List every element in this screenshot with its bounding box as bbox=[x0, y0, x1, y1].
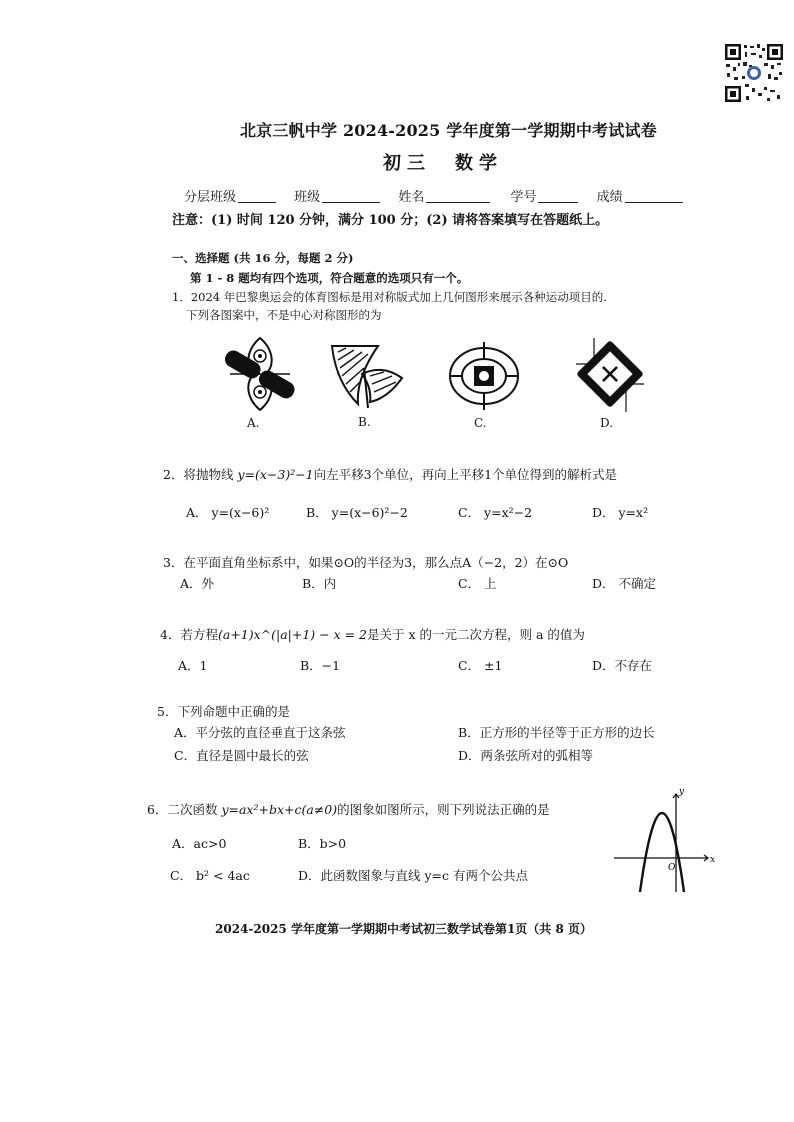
page-footer: 2024-2025 学年度第一学期期中考试初三数学试卷第1页（共 8 页） bbox=[215, 922, 593, 936]
q2-option-c: C． y=x²−2 bbox=[458, 505, 533, 520]
exam-notice: 注意：(1) 时间 120 分钟，满分 100 分；(2) 请将答案填写在答题纸上。 bbox=[172, 213, 609, 228]
q6-stem bbox=[147, 800, 550, 818]
q6-option-b: B．b>0 bbox=[298, 836, 347, 851]
q2-stem bbox=[163, 465, 617, 483]
exam-title: 北京三帆中学 2024-2025 学年度第一学期期中考试试卷 bbox=[240, 121, 657, 140]
field-label-score: 成绩 bbox=[596, 190, 623, 205]
q3-option-c: C． 上 bbox=[458, 576, 497, 591]
q1-figure-c bbox=[446, 338, 522, 414]
field-blank-score[interactable] bbox=[625, 190, 683, 203]
q2-stem-post: 向左平移3个单位，再向上平移1个单位得到的解析式是 bbox=[313, 467, 618, 482]
q6-y-label: y bbox=[679, 787, 685, 797]
q2-option-a: A． y=(x−6)² bbox=[186, 505, 270, 520]
q4-option-b: B．−1 bbox=[300, 658, 341, 673]
q1-label-c: C. bbox=[474, 416, 487, 430]
q1-label-b: B. bbox=[358, 415, 371, 429]
q2-option-d: D． y=x² bbox=[592, 505, 649, 520]
exam-subtitle: 初三 数学 bbox=[383, 153, 503, 174]
q1-label-d: D. bbox=[600, 416, 614, 430]
q1-figure-b bbox=[326, 338, 406, 410]
field-label-student-id: 学号 bbox=[510, 190, 537, 205]
q6-stem-post: 的图象如图所示，则下列说法正确的是 bbox=[337, 802, 550, 817]
q3-stem: 3．在平面直角坐标系中，如果⊙O的半径为3，那么点A（−2，2）在⊙O bbox=[163, 555, 569, 570]
q4-stem-pre: 4．若方程 bbox=[160, 627, 218, 642]
qr-code bbox=[724, 43, 784, 103]
section-heading: 一、选择题 (共 16 分，每题 2 分) bbox=[172, 251, 354, 265]
q4-option-c: C． ±1 bbox=[458, 658, 503, 673]
field-blank-class[interactable] bbox=[322, 190, 380, 203]
q3-option-a: A．外 bbox=[180, 576, 215, 591]
q2-stem-pre: 2．将抛物线 bbox=[163, 467, 238, 482]
q6-parabola-graph bbox=[612, 784, 716, 896]
q3-option-b: B．内 bbox=[302, 576, 337, 591]
q4-stem-formula: (a+1)x^(|a|+1) − x = 2 bbox=[217, 627, 368, 642]
q6-stem-formula: y=ax²+bx+c(a≠0) bbox=[221, 802, 338, 817]
q6-stem-pre: 6．二次函数 bbox=[147, 802, 222, 817]
q1-stem-line1: 1．2024 年巴黎奥运会的体育图标是用对称版式加上几何图形来展示各种运动项目的. bbox=[172, 290, 607, 304]
q5-stem: 5．下列命题中正确的是 bbox=[157, 704, 290, 719]
q5-option-b: B．正方形的半径等于正方形的边长 bbox=[458, 725, 655, 740]
field-blank-name[interactable] bbox=[426, 190, 490, 203]
q5-option-d: D．两条弦所对的弧相等 bbox=[458, 748, 594, 763]
field-blank-student-id[interactable] bbox=[538, 190, 578, 203]
section-instruction: 第 1 - 8 题均有四个选项，符合题意的选项只有一个。 bbox=[190, 271, 469, 285]
field-blank-level-class[interactable] bbox=[238, 190, 276, 203]
q4-option-d: D．不存在 bbox=[592, 658, 653, 673]
q6-option-a: A．ac>0 bbox=[172, 836, 227, 851]
q3-option-d: D． 不确定 bbox=[592, 576, 656, 591]
q5-option-c: C．直径是圆中最长的弦 bbox=[174, 748, 309, 763]
field-label-level-class: 分层班级 bbox=[184, 190, 237, 205]
q6-x-label: x bbox=[710, 855, 716, 865]
q1-figure-a bbox=[220, 334, 300, 416]
field-label-class: 班级 bbox=[294, 190, 321, 205]
q6-option-c: C． b² < 4ac bbox=[170, 868, 250, 883]
q6-parabola-curve bbox=[640, 813, 684, 892]
q1-label-a: A. bbox=[247, 416, 260, 430]
q6-origin-label: O bbox=[668, 863, 676, 873]
field-label-name: 姓名 bbox=[398, 190, 425, 205]
q2-stem-formula: y=(x−3)²−1 bbox=[237, 467, 314, 482]
q2-option-b: B． y=(x−6)²−2 bbox=[306, 505, 408, 520]
q4-stem bbox=[160, 625, 585, 643]
q4-stem-post: 是关于 x 的一元二次方程，则 a 的值为 bbox=[367, 627, 585, 642]
q1-stem-line2: 下列各图案中，不是中心对称图形的为 bbox=[186, 308, 382, 322]
student-info-row bbox=[184, 186, 683, 205]
q4-option-a: A．1 bbox=[178, 658, 208, 673]
q5-option-a: A．平分弦的直径垂直于这条弦 bbox=[174, 725, 346, 740]
q1-figure-d bbox=[572, 334, 648, 418]
q6-option-d: D．此函数图象与直线 y=c 有两个公共点 bbox=[298, 868, 529, 883]
